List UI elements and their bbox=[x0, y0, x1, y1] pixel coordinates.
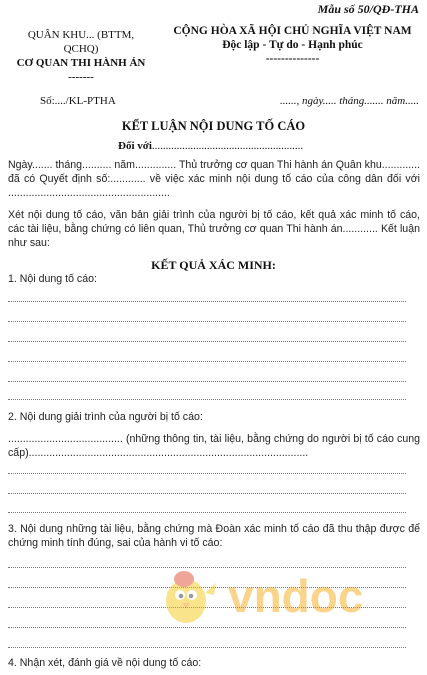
section-title: KẾT QUẢ XÁC MINH: bbox=[151, 258, 276, 272]
watermark-text: vndoc bbox=[228, 570, 364, 622]
item-2-text: ....................................... (những thông tin, tài liệu, bằng chứng do người bị tố cáo cung cấp)............................................................................................... bbox=[8, 433, 420, 459]
fill-line bbox=[8, 300, 406, 302]
agency-line-2: QCHQ) bbox=[63, 43, 99, 55]
item-1-heading: 1. Nội dung tố cáo: bbox=[8, 273, 97, 285]
fill-line bbox=[8, 472, 406, 474]
agency-name: CƠ QUAN THI HÀNH ÁN bbox=[16, 57, 146, 69]
fill-line bbox=[8, 492, 406, 494]
subject-label: Đối với bbox=[118, 140, 152, 152]
item-4-heading: 4. Nhận xét, đánh giá về nội dung tố cáo: bbox=[8, 657, 202, 669]
consideration-paragraph: Xét nội dung tố cáo, văn bản giải trình của người bị tố cáo, kết quả xác minh tố cáo, các tài liệu, bằng chứng có liên quan, Thủ trưởng cơ quan Thi hành án............ Kết luận như sau: bbox=[8, 209, 420, 249]
national-divider: -------------- bbox=[265, 53, 320, 65]
agency-header bbox=[6, 28, 156, 84]
document-title: KẾT LUẬN NỘI DUNG TỐ CÁO bbox=[121, 119, 306, 133]
fill-line bbox=[8, 320, 406, 322]
document-date: ......, ngày..... tháng....... năm..... bbox=[279, 95, 419, 107]
national-title: CỘNG HÒA XÃ HỘI CHỦ NGHĨA VIỆT NAM bbox=[173, 25, 412, 37]
fill-line bbox=[8, 380, 406, 382]
fill-line bbox=[8, 646, 406, 648]
subject-dots: ....................................................... bbox=[151, 140, 304, 152]
agency-divider: ------- bbox=[68, 71, 94, 83]
intro-paragraph: Ngày....... tháng.......... năm.............. Thủ trưởng cơ quan Thi hành án Quân khu............. đã có Quyết định số:............ về việc xác minh nội dung tố cáo của công dân đối với ....................................................... bbox=[8, 159, 420, 199]
agency-line-1: QUÂN KHU... (BTTM, bbox=[27, 29, 135, 41]
fill-line bbox=[8, 398, 406, 400]
subject-line bbox=[118, 140, 303, 152]
fill-line bbox=[8, 340, 406, 342]
chick-mascot-icon bbox=[166, 571, 216, 623]
item-2-heading: 2. Nội dung giải trình của người bị tố cáo: bbox=[8, 411, 203, 423]
vndoc-watermark-logo bbox=[158, 565, 413, 627]
form-number: Mẫu số 50/QĐ-THA bbox=[317, 2, 419, 16]
national-header bbox=[160, 24, 425, 66]
fill-line bbox=[8, 511, 406, 513]
item-3-heading: 3. Nội dung những tài liệu, bằng chứng mà Đoàn xác minh tố cáo đã thu thập được để chứng minh tính đúng, sai của hành vi tố cáo: bbox=[8, 523, 420, 549]
document-number: Số:..../KL-PTHA bbox=[40, 95, 116, 107]
fill-line bbox=[8, 360, 406, 362]
national-motto: Độc lập - Tự do - Hạnh phúc bbox=[222, 39, 363, 51]
